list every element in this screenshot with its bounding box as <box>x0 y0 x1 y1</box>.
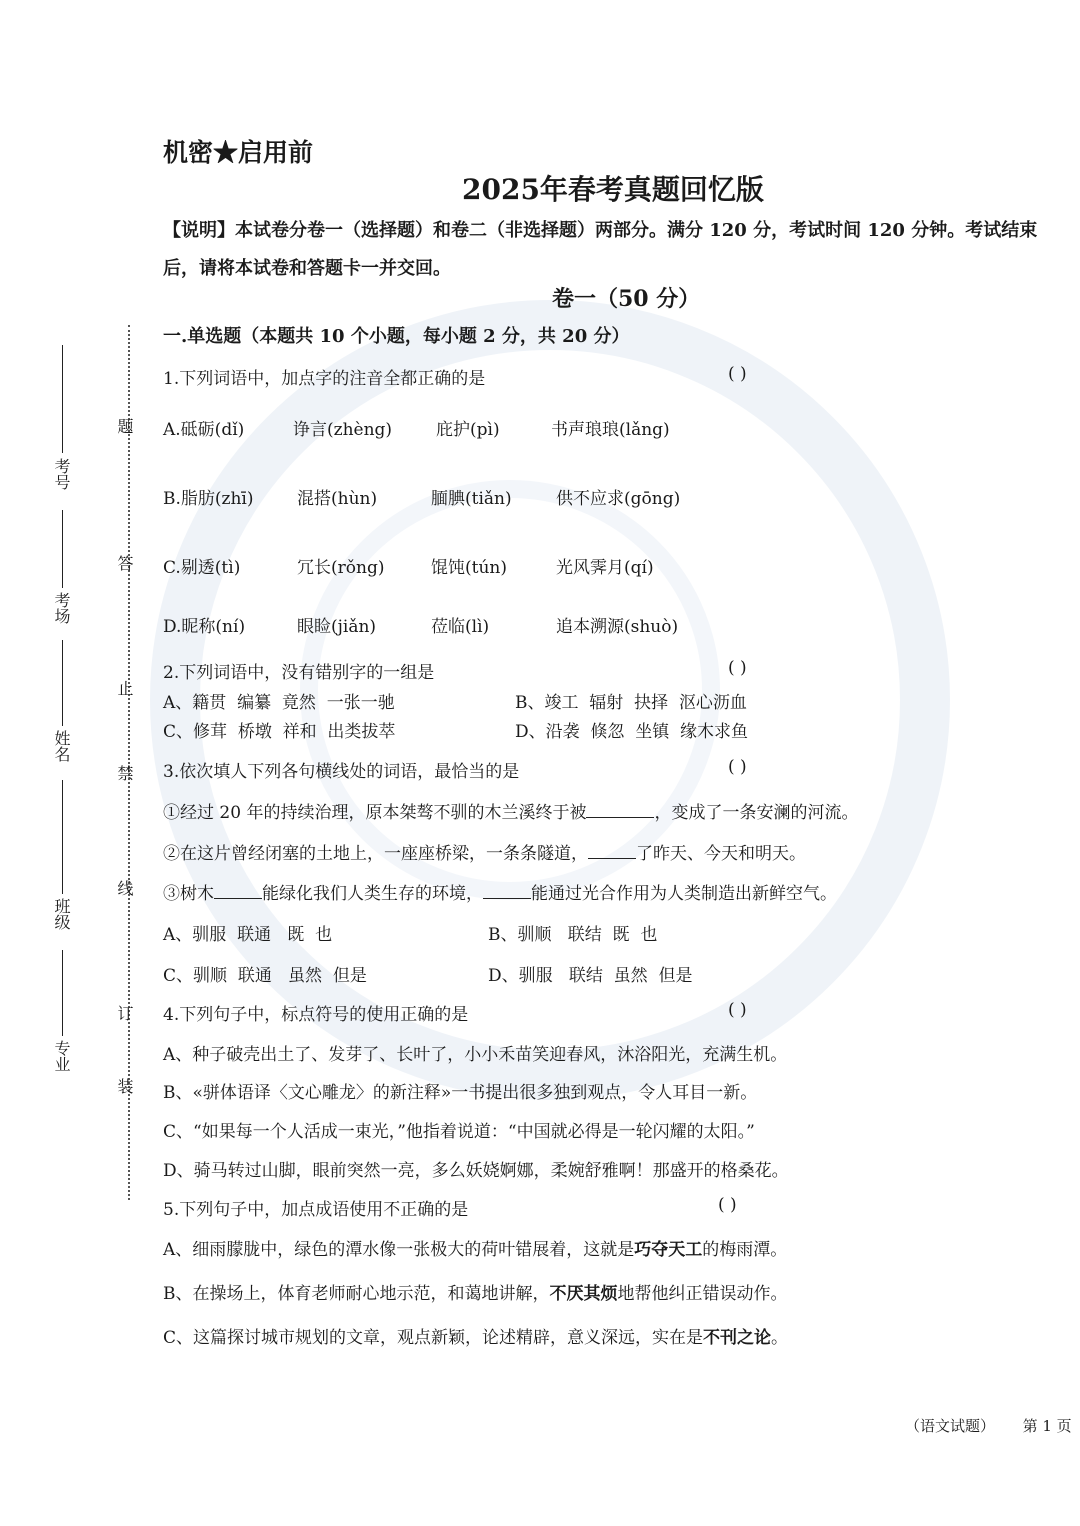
seal-char: 装 <box>115 1078 134 1094</box>
q3-sentence-2-part-b: 了昨天、今天和明天。 <box>636 844 806 864</box>
q5-option-c-idiom: 不刊之论 <box>703 1328 772 1348</box>
q5-option-b-part-1: B、在操场上，体育老师耐心地示范，和蔼地讲解， <box>163 1284 550 1304</box>
q2-option-d: D、沿袭 倏忽 坐镇 缘木求鱼 <box>515 722 749 742</box>
q3-sentence-3-part-b: 能绿化我们人类生存的环境， <box>262 884 483 904</box>
question-3-stem: 3.依次填人下列各句横线处的词语，最恰当的是 <box>163 762 520 782</box>
q1-option-b-2: 混搭(hùn) <box>297 489 378 509</box>
q4-option-b: B、«骈体语译〈文心雕龙〉的新注释»一书提出很多独到观点，令人耳目一新。 <box>163 1083 758 1103</box>
field-line-class <box>62 780 63 894</box>
seal-char: 止 <box>115 680 134 696</box>
q3-sentence-1 <box>163 798 858 823</box>
q1-option-a-3: 庇护(pì) <box>436 420 500 440</box>
q2-option-a: A、籍贯 编纂 竟然 一张一驰 <box>163 693 395 713</box>
q5-option-b-part-2: 地帮他纠正错误动作。 <box>617 1284 788 1304</box>
q5-option-c <box>163 1323 788 1348</box>
q3-sentence-2-part-a: ②在这片曾经闭塞的土地上，一座座桥梁，一条条隧道， <box>163 844 588 864</box>
question-5-stem: 5.下列句子中，加点成语使用不正确的是 <box>163 1200 469 1220</box>
field-line-exam-number <box>62 345 63 453</box>
question-4-stem: 4.下列句子中，标点符号的使用正确的是 <box>163 1005 469 1025</box>
field-label-major: 专业 <box>52 1040 71 1072</box>
q3-fill-blank-3 <box>214 884 262 899</box>
q3-option-d: D、驯服 联结 虽然 但是 <box>488 966 693 986</box>
q4-option-d: D、骑马转过山脚，眼前突然一亮，多么妖娆婀娜，柔婉舒雅啊！那盛开的格桑花。 <box>163 1161 789 1181</box>
q3-sentence-2 <box>163 839 806 864</box>
q5-option-b <box>163 1279 788 1304</box>
q1-option-b-1: B.脂肪(zhī) <box>163 489 254 509</box>
footer-page-number: 第 1 页 <box>1022 1417 1072 1435</box>
confidential-mark: 机密★启用前 <box>163 138 314 167</box>
section-heading: 一.单选题（本题共 10 个小题，每小题 2 分，共 20 分） <box>163 326 630 347</box>
seal-char: 线 <box>115 880 134 896</box>
q1-option-a-1: A.砥砺(dǐ) <box>163 420 245 440</box>
q5-option-a-idiom: 巧夺天工 <box>634 1240 703 1260</box>
q3-sentence-3-part-c: 能通过光合作用为人类制造出新鲜空气。 <box>531 884 837 904</box>
field-label-exam-number: 考号 <box>52 458 71 490</box>
field-line-major <box>62 950 63 1036</box>
field-label-exam-room: 考场 <box>52 592 71 624</box>
page-title: 2025年春考真题回忆版 <box>462 173 764 206</box>
volume-heading: 卷一（50 分） <box>552 286 701 312</box>
q3-option-b: B、驯顺 联结 既 也 <box>488 925 658 945</box>
q5-option-a-part-1: A、细雨朦胧中，绿色的潭水像一张极大的荷叶错展着，这就是 <box>163 1240 635 1260</box>
question-1-stem: 1.下列词语中，加点字的注音全都正确的是 <box>163 369 486 389</box>
q1-option-c-1: C.剔透(tì) <box>163 558 241 578</box>
page-footer <box>905 1415 1072 1436</box>
field-label-name: 姓名 <box>52 730 71 762</box>
question-5-answer-blank: ( ) <box>718 1195 737 1215</box>
q2-option-c: C、修茸 桥墩 祥和 出类拔萃 <box>163 722 396 742</box>
question-1-answer-blank: ( ) <box>728 364 747 384</box>
binding-dotted-line <box>128 325 130 1200</box>
q1-option-d-4: 追本溯源(shuò) <box>556 617 679 637</box>
q4-option-a: A、种子破壳出土了、发芽了、长叶了，小小禾苗笑迎春风，沐浴阳光，充满生机。 <box>163 1045 788 1065</box>
q1-option-d-3: 莅临(lì) <box>431 617 490 637</box>
seal-char: 答 <box>115 555 134 571</box>
q3-fill-blank-1 <box>586 803 654 818</box>
exam-instructions: 【说明】本试卷分卷一（选择题）和卷二（非选择题）两部分。满分 120 分，考试时间 120 分钟。考试结束后，请将本试卷和答题卡一并交回。 <box>163 220 1038 279</box>
q1-option-c-2: 冗长(rǒng) <box>297 558 385 578</box>
q5-option-c-part-2: 。 <box>771 1328 789 1348</box>
field-label-class: 班级 <box>52 898 71 930</box>
q1-option-d-1: D.昵称(ní) <box>163 617 246 637</box>
q3-fill-blank-4 <box>483 884 531 899</box>
q1-option-d-2: 眼睑(jiǎn) <box>297 617 377 637</box>
q3-option-c: C、驯顺 联通 虽然 但是 <box>163 966 367 986</box>
q3-sentence-3-part-a: ③树木 <box>163 884 214 904</box>
question-4-answer-blank: ( ) <box>728 1000 747 1020</box>
q3-option-a: A、驯服 联通 既 也 <box>163 925 333 945</box>
field-line-name <box>62 640 63 726</box>
question-3-answer-blank: ( ) <box>728 757 747 777</box>
q1-option-c-3: 馄饨(tún) <box>431 558 507 578</box>
q3-sentence-3 <box>163 879 837 904</box>
field-line-exam-room <box>62 510 63 588</box>
q5-option-a <box>163 1235 787 1260</box>
question-2-stem: 2.下列词语中，没有错别字的一组是 <box>163 663 435 683</box>
q5-option-b-idiom: 不厌其烦 <box>549 1284 618 1304</box>
q3-fill-blank-2 <box>588 844 636 859</box>
q1-option-a-2: 诤言(zhèng) <box>293 420 393 440</box>
q1-option-c-4: 光风霁月(qí) <box>556 558 654 578</box>
question-2-answer-blank: ( ) <box>728 658 747 678</box>
seal-char: 题 <box>115 418 134 434</box>
q5-option-c-part-1: C、这篇探讨城市规划的文章，观点新颖，论述精辟，意义深远，实在是 <box>163 1328 704 1348</box>
q5-option-a-part-2: 的梅雨潭。 <box>702 1240 788 1260</box>
q4-option-c: C、“如果每一个人活成一束光，”他指着说道：“中国就必得是一轮闪耀的太阳。” <box>163 1122 755 1142</box>
seal-char: 禁 <box>115 765 134 781</box>
q1-option-b-4: 供不应求(gōng) <box>556 489 681 509</box>
q3-sentence-1-part-a: ①经过 20 年的持续治理，原本桀骜不驯的木兰溪终于被 <box>163 803 587 823</box>
q3-sentence-1-part-b: ，变成了一条安澜的河流。 <box>654 803 859 823</box>
q1-option-b-3: 腼腆(tiǎn) <box>431 489 512 509</box>
q1-option-a-4: 书声琅琅(lǎng) <box>551 420 670 440</box>
seal-char: 订 <box>115 1005 134 1021</box>
q2-option-b: B、竣工 辐射 抉择 沤心沥血 <box>515 693 747 713</box>
footer-subject: （语文试题） <box>905 1417 996 1435</box>
